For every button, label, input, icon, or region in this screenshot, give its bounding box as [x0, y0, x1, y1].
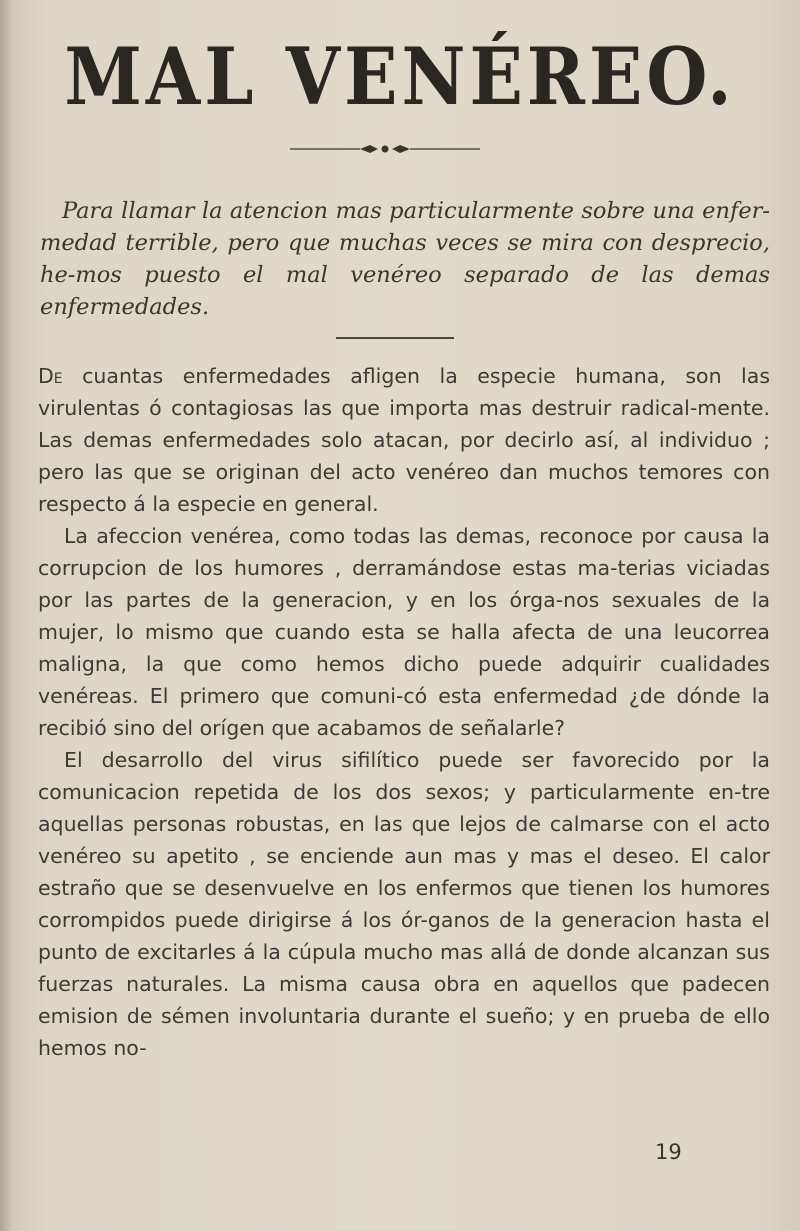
spine-shadow — [0, 0, 14, 1231]
paragraph — [38, 520, 770, 744]
paragraph — [38, 744, 770, 1064]
chapter-title: MAL VENÉREO. — [64, 30, 736, 124]
opening-word: De — [38, 364, 63, 388]
paragraph-text: cuantas enfermedades afligen la especie humana, son las virulentas ó contagiosas las que importa mas destruir radical-mente. Las demas enfermedades solo atacan, por decirlo así, al individuo ; pero las que se originan del acto venéreo dan muchos temores con respecto á la especie en general. — [38, 364, 770, 516]
section-rule — [336, 337, 454, 339]
page-number: 19 — [655, 1140, 682, 1164]
intro-text: Para llamar la atencion mas particularmente sobre una enfer-medad terrible, pero que muchas veces se mira con desprecio, he-mos puesto el mal venéreo separado de las demas enfermedades. — [40, 198, 770, 320]
paragraph-text: La afeccion venérea, como todas las demas, reconoce por causa la corrupcion de los humores , derramándose estas ma-terias viciadas por las partes de la generacion, y en los órga-nos sexuales de la mujer, lo mismo que cuando esta se halla afecta de una leucorrea maligna, la que como hemos dicho puede adquirir cualidades venéreas. El primero que comuni-có esta enfermedad ¿de dónde la recibió sino del orígen que acabamos de señalarle? — [38, 524, 770, 740]
paragraph — [38, 360, 770, 520]
body-text — [38, 360, 770, 1064]
intro-note — [40, 195, 770, 323]
paragraph-text: El desarrollo del virus sifilítico puede ser favorecido por la comunicacion repetida de los dos sexos; y particularmente en-tre aquellas personas robustas, en las que lejos de calmarse con el acto venéreo su apetito , se enciende aun mas y mas el deseo. El calor estraño que se desenvuelve en los enfermos que tienen los humores corrompidos puede dirigirse á los ór-ganos de la generacion hasta el punto de excitarles á la cúpula mucho mas allá de donde alcanzan sus fuerzas naturales. La misma causa obra en aquellos que padecen emision de sémen involuntaria durante el sueño; y en prueba de ello hemos no- — [38, 748, 770, 1060]
title-ornament — [290, 142, 480, 156]
